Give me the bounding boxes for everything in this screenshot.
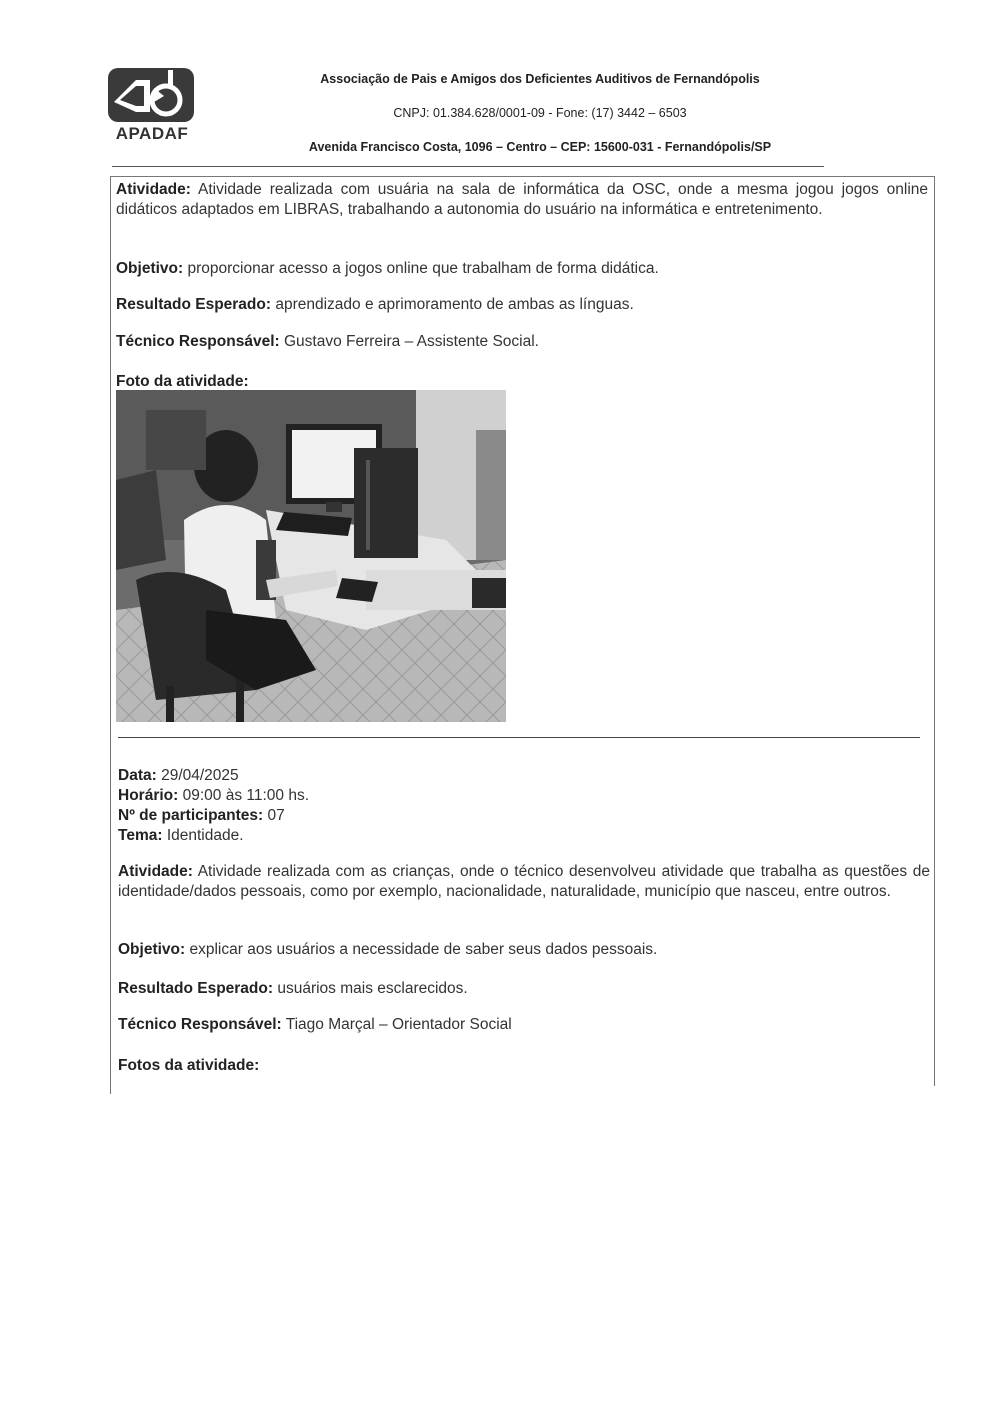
- s1-atividade: [116, 180, 928, 220]
- s1-resultado: [116, 295, 928, 315]
- s2-tema-value: Identidade.: [166, 827, 244, 844]
- s2-participantes-label: Nº de participantes:: [118, 807, 264, 824]
- s1-tecnico: [116, 332, 928, 352]
- s2-resultado-text: usuários mais esclarecidos.: [277, 980, 468, 997]
- s1-objetivo: [116, 259, 928, 279]
- s2-participantes: [118, 806, 285, 826]
- s2-tema-label: Tema:: [118, 827, 163, 844]
- s1-objetivo-text: proporcionar acesso a jogos online que trabalham de forma didática.: [187, 260, 659, 277]
- s2-data-label: Data:: [118, 767, 157, 784]
- s2-tecnico-label: Técnico Responsável:: [118, 1016, 282, 1033]
- s1-objetivo-label: Objetivo:: [116, 260, 184, 277]
- s2-resultado-label: Resultado Esperado:: [118, 980, 274, 997]
- s2-horario-value: 09:00 às 11:00 hs.: [182, 787, 310, 804]
- s1-tecnico-label: Técnico Responsável:: [116, 333, 280, 350]
- s1-foto-label-text: Foto da atividade:: [116, 373, 249, 390]
- s2-horario: [118, 786, 309, 806]
- activity-photo: [116, 390, 506, 722]
- s2-tecnico-text: Tiago Marçal – Orientador Social: [285, 1016, 512, 1033]
- s2-objetivo: [118, 940, 930, 960]
- s1-foto-label: [116, 372, 516, 392]
- s2-tema: [118, 826, 244, 846]
- s2-fotos-label-text: Fotos da atividade:: [118, 1057, 260, 1074]
- s2-atividade-text: Atividade realizada com as crianças, onde o técnico desenvolveu atividade que trabalha as questões de identidade/dados pessoais, como por exemplo, nacionalidade, naturalidade, município que nasceu, entre outros.: [118, 863, 931, 900]
- s1-resultado-text: aprendizado e aprimoramento de ambas as línguas.: [275, 296, 634, 313]
- s2-horario-label: Horário:: [118, 787, 179, 804]
- org-contact: CNPJ: 01.384.628/0001-09 - Fone: (17) 3442 – 6503: [393, 106, 687, 120]
- logo-text: APADAF: [115, 124, 189, 143]
- s2-objetivo-label: Objetivo:: [118, 941, 186, 958]
- s2-participantes-value: 07: [267, 807, 285, 824]
- org-name: Associação de Pais e Amigos dos Deficientes Auditivos de Fernandópolis: [320, 72, 760, 86]
- frame-top-border: [110, 176, 934, 177]
- header-divider: [112, 166, 824, 167]
- s2-data: [118, 766, 239, 786]
- s2-fotos-label: [118, 1056, 518, 1076]
- s1-resultado-label: Resultado Esperado:: [116, 296, 272, 313]
- frame-right-border: [934, 176, 935, 1086]
- s1-atividade-text: Atividade realizada com usuária na sala de informática da OSC, onde a mesma jogou jogos online didáticos adaptados em LIBRAS, trabalhando a autonomia do usuário na informática e entretenimento.: [116, 181, 929, 218]
- s2-atividade: [118, 862, 930, 902]
- s2-objetivo-text: explicar aos usuários a necessidade de saber seus dados pessoais.: [189, 941, 658, 958]
- frame-left-border: [110, 176, 111, 1094]
- section-divider: [118, 737, 920, 738]
- s2-tecnico: [118, 1015, 930, 1035]
- s2-resultado: [118, 979, 930, 999]
- org-address: Avenida Francisco Costa, 1096 – Centro – CEP: 15600-031 - Fernandópolis/SP: [308, 140, 772, 154]
- s1-atividade-label: Atividade:: [116, 181, 191, 198]
- s2-data-value: 29/04/2025: [161, 767, 239, 784]
- s2-atividade-label: Atividade:: [118, 863, 193, 880]
- s1-tecnico-text: Gustavo Ferreira – Assistente Social.: [283, 333, 539, 350]
